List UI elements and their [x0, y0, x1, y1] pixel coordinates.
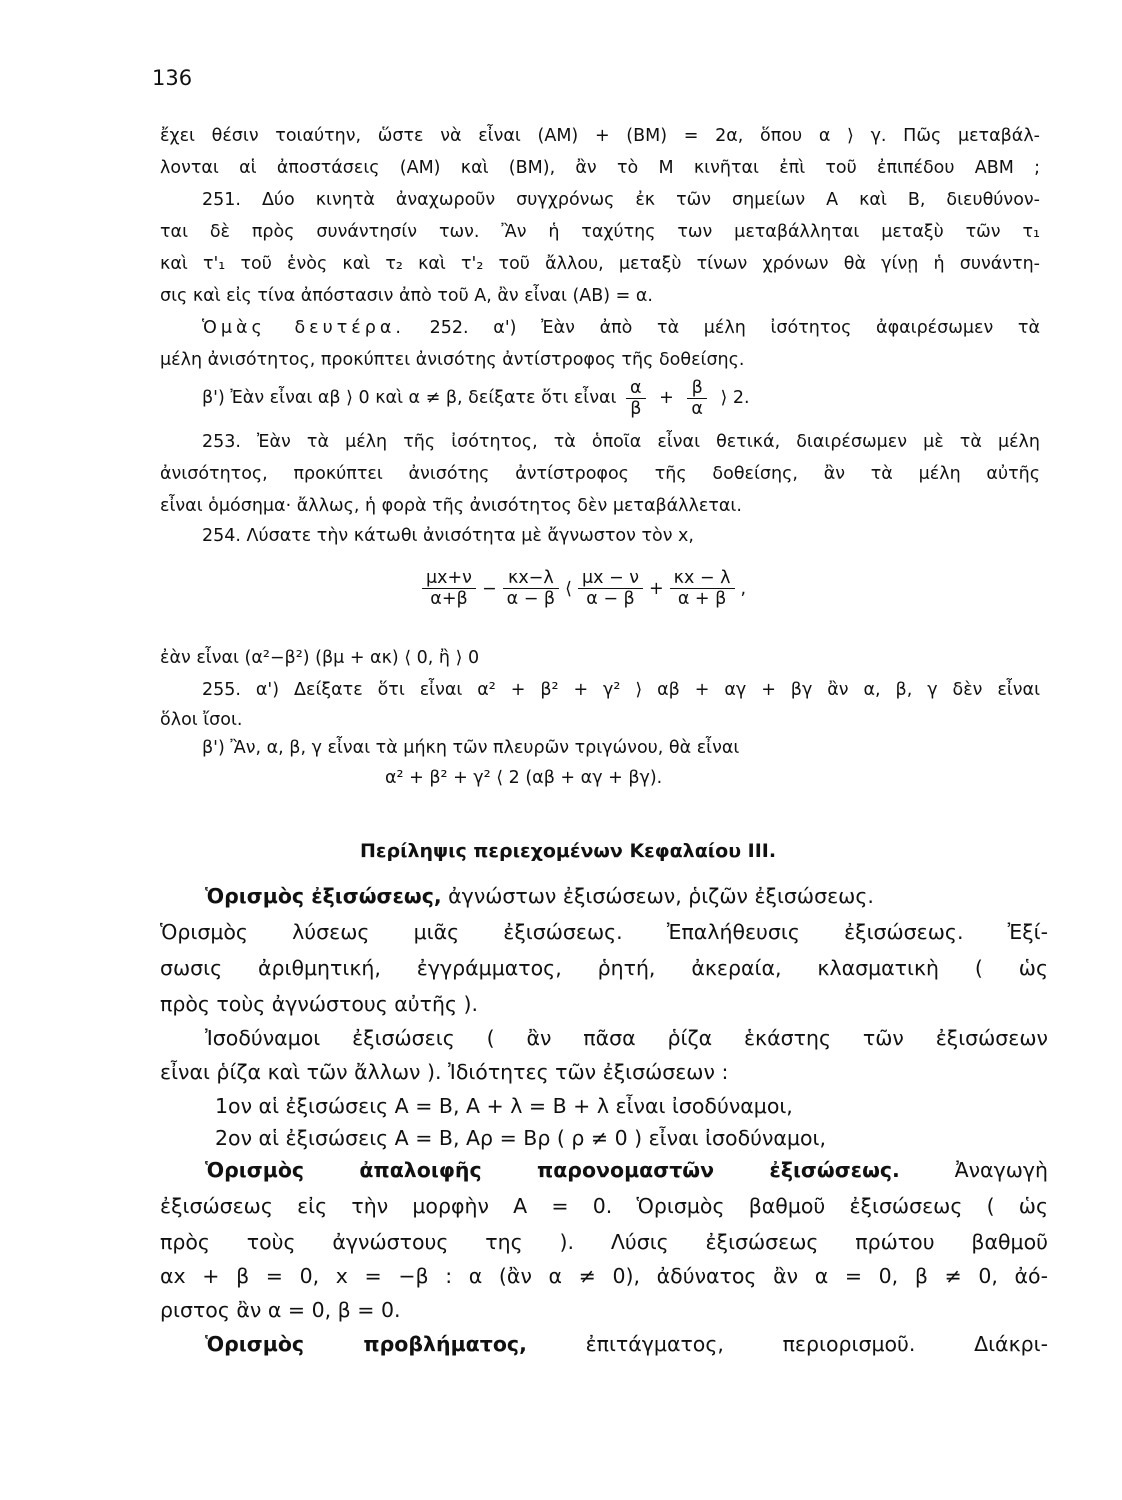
text-line: λονται αἱ ἀποστάσεις (AM) καὶ (BM), ἂν τὸ M κινῆται ἐπὶ τοῦ ἐπιπέδου ABM ;: [160, 158, 1040, 178]
formula-line: α² + β² + γ² ⟨ 2 (αβ + αγ + βγ).: [385, 768, 663, 788]
fraction: [670, 568, 735, 609]
page-number: 136: [152, 66, 193, 90]
b-part-text: β') Ἐὰν εἶναι αβ ⟩ 0 καὶ α ≠ β, δείξατε ὅτι εἶναι: [202, 387, 617, 408]
summary-line: πρὸς τοὺς ἀγνώστους αὐτῆς ).: [160, 992, 479, 1016]
text-line: καὶ τ'₁ τοῦ ἑνὸς καὶ τ₂ καὶ τ'₂ τοῦ ἄλλου, μεταξὺ τίνων χρόνων θὰ γίνῃ ἡ συνάντη-: [160, 254, 1040, 274]
summary-line: Ἰσοδύναμοι ἐξισώσεις ( ἂν πᾶσα ῥίζα ἑκάστης τῶν ἐξισώσεων: [205, 1026, 1048, 1050]
problem-252-b: [202, 378, 1040, 419]
plus-sign: +: [649, 578, 664, 599]
numerator: κx − λ: [670, 568, 735, 589]
denominator: β: [630, 399, 642, 420]
fraction: [626, 378, 646, 419]
problem-252: 252. α') Ἐὰν ἀπὸ τὰ μέλη ἰσότητος ἀφαιρέσωμεν τὰ: [429, 318, 1041, 338]
fraction: [503, 568, 560, 609]
summary-line: [205, 1158, 1048, 1183]
comma: ,: [740, 578, 747, 599]
text-line: ὅλοι ἴσοι.: [160, 710, 243, 730]
text-line: ἔχει θέσιν τοιαύτην, ὥστε νὰ εἶναι (AM) + (BM) = 2α, ὅπου α ⟩ γ. Πῶς μεταβάλ-: [160, 126, 1040, 146]
summary-line: 1ον αἱ ἐξισώσεις A = B, A + λ = B + λ εἶναι ἰσοδύναμοι,: [215, 1094, 793, 1118]
group-b-line: [202, 318, 1040, 339]
bold-term: Ὁρισμὸς ἐξισώσεως,: [205, 884, 442, 908]
summary-line: 2ον αἱ ἐξισώσεις A = B, Aρ = Bρ ( ρ ≠ 0 ) εἶναι ἰσοδύναμοι,: [215, 1126, 826, 1150]
denominator: α: [691, 399, 703, 420]
minus-sign: −: [481, 578, 497, 599]
numerator: κx−λ: [503, 568, 560, 589]
text-line: εἶναι ὁμόσημα· ἄλλως, ἡ φορὰ τῆς ἀνισότητος δὲν μεταβάλλεται.: [160, 496, 742, 516]
summary-line: πρὸς τοὺς ἀγνώστους της ). Λύσις ἐξισώσεως πρώτου βαθμοῦ: [160, 1230, 1048, 1254]
numerator: β: [687, 378, 707, 399]
inequality-formula: [420, 568, 750, 609]
fraction: [422, 568, 476, 609]
bold-term: Ὁρισμὸς ἀπαλοιφῆς παρονομαστῶν ἐξισώσεως.: [205, 1158, 900, 1182]
denominator: α+β: [430, 589, 468, 610]
denominator: α + β: [677, 589, 727, 610]
condition-line: ἐὰν εἶναι (α²−β²) (βμ + ακ) ⟨ 0, ἢ ⟩ 0: [160, 648, 480, 668]
text-line: ται δὲ πρὸς συνάντησίν των. Ἂν ἡ ταχύτης των μεταβάλληται μεταξὺ τῶν τ₁: [160, 222, 1040, 242]
summary-line: [205, 1332, 1048, 1357]
summary-line: σωσις ἀριθμητική, ἐγγράμματος, ῥητή, ἀκεραία, κλασματικὴ ( ὡς: [160, 956, 1048, 980]
numerator: μx+ν: [422, 568, 476, 589]
denominator: α − β: [586, 589, 635, 610]
plus-sign: +: [659, 387, 674, 408]
section-heading: Περίληψις περιεχομένων Κεφαλαίου III.: [360, 840, 777, 862]
summary-text: Ἀναγωγὴ: [899, 1158, 1048, 1182]
summary-text: ἀγνώστων ἐξισώσεων, ῥιζῶν ἐξισώσεως.: [441, 884, 874, 908]
numerator: α: [626, 378, 646, 399]
group-label: Ὁμὰς δευτέρα.: [202, 318, 405, 338]
fraction: [687, 378, 707, 419]
summary-line: ἐξισώσεως εἰς τὴν μορφὴν A = 0. Ὁρισμὸς βαθμοῦ ἐξισώσεως ( ὡς: [160, 1194, 1048, 1218]
summary-line: Ὁρισμὸς λύσεως μιᾶς ἐξισώσεως. Ἐπαλήθευσις ἐξισώσεως. Ἐξί-: [160, 920, 1048, 944]
summary-line: αx + β = 0, x = −β : α (ἂν α ≠ 0), ἀδύνατος ἂν α = 0, β ≠ 0, ἀό-: [160, 1264, 1048, 1288]
fraction: [578, 568, 643, 609]
summary-text: ἐπιτάγματος, περιορισμοῦ. Διάκρι-: [526, 1332, 1048, 1356]
text-line: 253. Ἐὰν τὰ μέλη τῆς ἰσότητος, τὰ ὁποῖα εἶναι θετικά, διαιρέσωμεν μὲ τὰ μέλη: [202, 432, 1040, 452]
text-line: μέλη ἀνισότητος, προκύπτει ἀνισότης ἀντίστροφος τῆς δοθείσης.: [160, 350, 745, 370]
text-line: σις καὶ εἰς τίνα ἀπόστασιν ἀπὸ τοῦ A, ἂν εἶναι (AB) = α.: [160, 286, 653, 306]
text-line: ἀνισότητος, προκύπτει ἀνισότης ἀντίστροφος τῆς δοθείσης, ἂν τὰ μέλη αὐτῆς: [160, 464, 1040, 484]
numerator: μx − ν: [578, 568, 643, 589]
summary-line: ριστος ἂν α = 0, β = 0.: [160, 1298, 401, 1322]
inequality-tail: ⟩ 2.: [720, 387, 750, 408]
summary-line: εἶναι ῥίζα καὶ τῶν ἄλλων ). Ἰδιότητες τῶν ἐξισώσεων :: [160, 1060, 729, 1084]
bold-term: Ὁρισμὸς προβλήματος,: [205, 1332, 527, 1356]
text-line: 255. α') Δείξατε ὅτι εἶναι α² + β² + γ² ⟩ αβ + αγ + βγ ἂν α, β, γ δὲν εἶναι: [202, 680, 1040, 700]
problem-254: 254. Λύσατε τὴν κάτωθι ἀνισότητα μὲ ἄγνωστον τὸν x,: [202, 526, 694, 546]
text-line: 251. Δύο κινητὰ ἀναχωροῦν συγχρόνως ἐκ τῶν σημείων A καὶ B, διευθύνον-: [202, 190, 1040, 210]
less-than-sign: ⟨: [565, 578, 572, 599]
text-line: β') Ἂν, α, β, γ εἶναι τὰ μήκη τῶν πλευρῶν τριγώνου, θὰ εἶναι: [202, 738, 740, 758]
summary-line: [205, 884, 1048, 909]
denominator: α − β: [506, 589, 556, 610]
